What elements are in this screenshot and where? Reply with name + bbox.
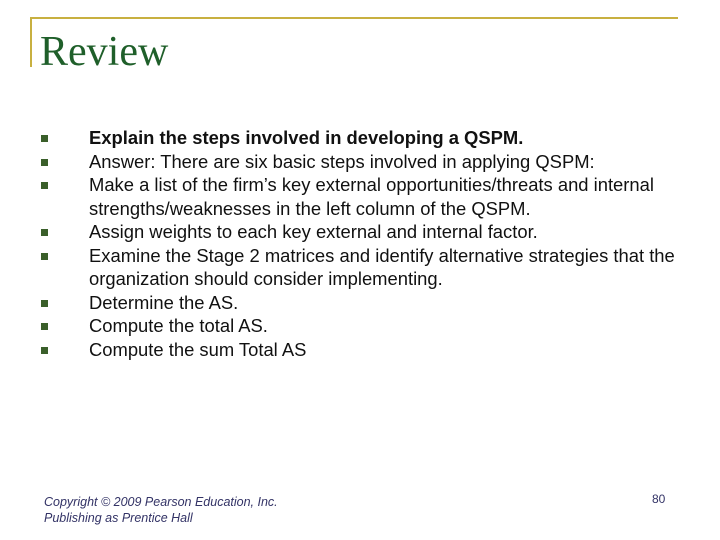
slide-title: Review — [40, 29, 169, 75]
bullet-text: Make a list of the firm’s key external opportunities/threats and internal strengths/weaknesses in the left column of the QSPM. — [89, 174, 654, 219]
bullet-text: Compute the sum Total AS — [89, 338, 307, 360]
bullet-item — [36, 126, 676, 150]
bullet-item — [36, 291, 676, 315]
bullet-text: Examine the Stage 2 matrices and identify alternative strategies that the organization should consider implementing. — [89, 244, 675, 289]
page-number: 80 — [652, 492, 666, 506]
bullet-text: Assign weights to each key external and internal factor. — [89, 221, 538, 242]
square-bullet-icon — [41, 323, 48, 330]
square-bullet-icon — [41, 182, 48, 189]
bullet-item — [36, 314, 676, 338]
bullet-item — [36, 220, 676, 244]
square-bullet-icon — [41, 347, 48, 354]
square-bullet-icon — [41, 159, 48, 166]
square-bullet-icon — [41, 135, 48, 142]
square-bullet-icon — [41, 253, 48, 260]
square-bullet-icon — [41, 229, 48, 236]
bullet-item — [36, 244, 676, 291]
bullet-list — [36, 126, 676, 361]
bullet-text: Compute the total AS. — [89, 315, 268, 336]
title-frame-top-line — [30, 17, 678, 19]
square-bullet-icon — [41, 300, 48, 307]
title-frame-left-line — [30, 17, 32, 67]
bullet-text: Determine the AS. — [89, 291, 239, 313]
copyright-footer — [44, 494, 278, 526]
bullet-item — [36, 150, 676, 174]
publisher-line: Publishing as Prentice Hall — [44, 511, 193, 525]
bullet-item — [36, 173, 676, 220]
bullet-text: Answer: There are six basic steps involved in applying QSPM: — [89, 150, 595, 172]
copyright-line: Copyright © 2009 Pearson Education, Inc. — [44, 495, 278, 509]
bullet-text: Explain the steps involved in developing a QSPM. — [89, 127, 524, 148]
bullet-item — [36, 338, 676, 362]
